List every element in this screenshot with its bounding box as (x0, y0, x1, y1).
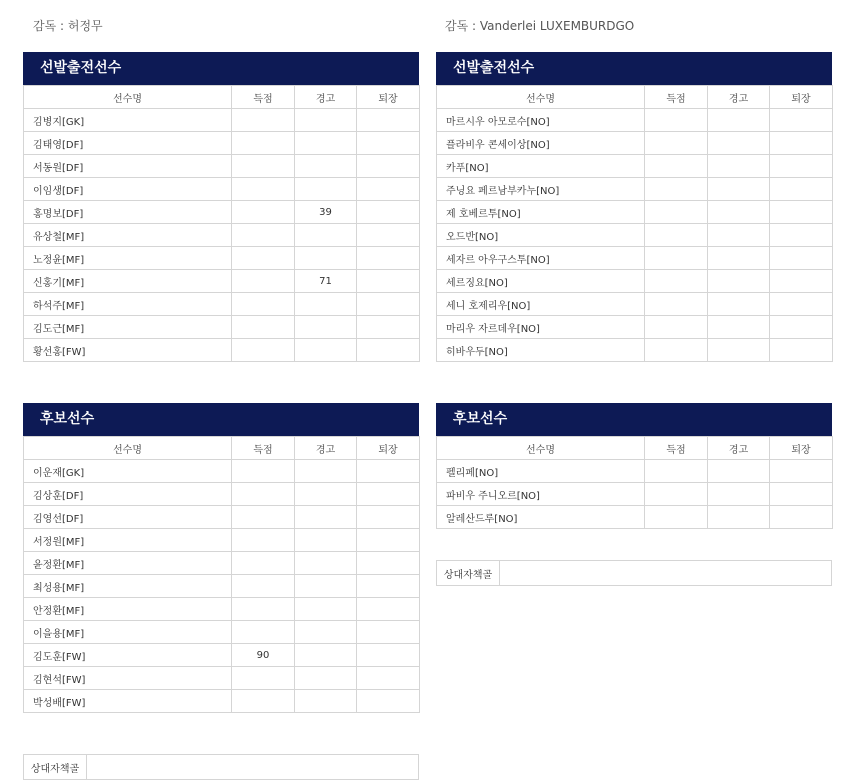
sendoff-cell (357, 109, 420, 132)
player-name: 이을용[MF] (24, 621, 232, 644)
sendoff-cell (357, 293, 420, 316)
sendoff-cell (357, 690, 420, 713)
warning-cell (295, 224, 357, 247)
table-row (24, 247, 420, 270)
own-goal-value (87, 755, 418, 779)
goal-cell (232, 667, 295, 690)
sendoff-cell (770, 109, 833, 132)
sendoff-cell (770, 224, 833, 247)
warning-cell (708, 270, 770, 293)
warning-cell (295, 644, 357, 667)
goal-cell (645, 178, 708, 201)
sendoff-cell (357, 667, 420, 690)
player-name: 세자르 아우구스투[NO] (437, 247, 645, 270)
sendoff-cell (770, 483, 833, 506)
player-name: 파비우 주니오르[NO] (437, 483, 645, 506)
table-row (437, 247, 833, 270)
sendoff-cell (357, 155, 420, 178)
player-name: 유상철[MF] (24, 224, 232, 247)
warning-cell: 39 (295, 201, 357, 224)
sendoff-cell (770, 247, 833, 270)
own-goal-value (500, 561, 831, 585)
player-name: 노정윤[MF] (24, 247, 232, 270)
column-header: 선수명 (24, 86, 232, 109)
warning-cell (708, 293, 770, 316)
table-row (437, 155, 833, 178)
table-header-row (437, 86, 833, 109)
panel-title: 선발출전선수 (23, 52, 419, 85)
table-row (24, 109, 420, 132)
goal-cell (232, 575, 295, 598)
away-starting-panel (436, 52, 832, 362)
sendoff-cell (357, 598, 420, 621)
warning-cell (295, 178, 357, 201)
player-name: 플라비우 콘세이상[NO] (437, 132, 645, 155)
warning-cell (708, 132, 770, 155)
player-name: 오드반[NO] (437, 224, 645, 247)
player-name: 김도훈[FW] (24, 644, 232, 667)
player-name: 세르징요[NO] (437, 270, 645, 293)
player-name: 김태영[DF] (24, 132, 232, 155)
goal-cell (645, 339, 708, 362)
table-row (437, 178, 833, 201)
table-row (24, 552, 420, 575)
goal-cell (232, 132, 295, 155)
warning-cell (295, 529, 357, 552)
player-name: 김도근[MF] (24, 316, 232, 339)
player-name: 신홍기[MF] (24, 270, 232, 293)
sendoff-cell (770, 506, 833, 529)
warning-cell (708, 155, 770, 178)
table-row (24, 667, 420, 690)
goal-cell (232, 690, 295, 713)
sendoff-cell (770, 201, 833, 224)
warning-cell (708, 460, 770, 483)
column-header: 경고 (708, 86, 770, 109)
home-subs-panel (23, 403, 419, 713)
warning-cell (295, 247, 357, 270)
away-own-goal-row (436, 560, 832, 586)
goal-cell (645, 293, 708, 316)
player-name: 박성배[FW] (24, 690, 232, 713)
goal-cell: 90 (232, 644, 295, 667)
own-goal-label: 상대자책골 (24, 755, 87, 779)
goal-cell (232, 460, 295, 483)
goal-cell (645, 201, 708, 224)
sendoff-cell (357, 316, 420, 339)
goal-cell (232, 201, 295, 224)
goal-cell (232, 529, 295, 552)
goal-cell (232, 316, 295, 339)
column-header: 득점 (645, 86, 708, 109)
warning-cell (708, 339, 770, 362)
warning-cell (295, 155, 357, 178)
table-row (24, 224, 420, 247)
column-header: 경고 (295, 437, 357, 460)
sendoff-cell (357, 270, 420, 293)
warning-cell (295, 483, 357, 506)
player-name: 세니 호제리우[NO] (437, 293, 645, 316)
goal-cell (645, 316, 708, 339)
goal-cell (232, 270, 295, 293)
column-header: 경고 (708, 437, 770, 460)
column-header: 득점 (232, 86, 295, 109)
player-name: 하석주[MF] (24, 293, 232, 316)
table-row (24, 316, 420, 339)
table-row (437, 201, 833, 224)
sendoff-cell (357, 483, 420, 506)
sendoff-cell (357, 247, 420, 270)
sendoff-cell (357, 621, 420, 644)
subs-table (436, 436, 833, 529)
goal-cell (645, 132, 708, 155)
table-row (24, 621, 420, 644)
table-row (437, 293, 833, 316)
sendoff-cell (770, 178, 833, 201)
warning-cell (708, 109, 770, 132)
table-row (24, 132, 420, 155)
table-row (437, 316, 833, 339)
warning-cell (295, 552, 357, 575)
table-row (24, 201, 420, 224)
sendoff-cell (357, 552, 420, 575)
sendoff-cell (357, 529, 420, 552)
table-row (24, 460, 420, 483)
player-name: 서정원[MF] (24, 529, 232, 552)
player-name: 최성용[MF] (24, 575, 232, 598)
sendoff-cell (357, 644, 420, 667)
goal-cell (232, 506, 295, 529)
player-name: 김현석[FW] (24, 667, 232, 690)
table-row (24, 690, 420, 713)
warning-cell (295, 667, 357, 690)
sendoff-cell (770, 460, 833, 483)
player-name: 펠리페[NO] (437, 460, 645, 483)
player-name: 안정환[MF] (24, 598, 232, 621)
column-header: 퇴장 (357, 437, 420, 460)
player-name: 히바우두[NO] (437, 339, 645, 362)
player-name: 마르시우 아모로수[NO] (437, 109, 645, 132)
away-coach: 감독 : Vanderlei LUXEMBURDGO (445, 19, 635, 33)
player-name: 황선홍[FW] (24, 339, 232, 362)
table-row (24, 483, 420, 506)
column-header: 선수명 (24, 437, 232, 460)
warning-cell (295, 316, 357, 339)
warning-cell (708, 506, 770, 529)
sendoff-cell (357, 506, 420, 529)
column-header: 선수명 (437, 86, 645, 109)
sendoff-cell (770, 316, 833, 339)
table-row (24, 339, 420, 362)
player-name: 김병지[GK] (24, 109, 232, 132)
goal-cell (645, 109, 708, 132)
sendoff-cell (357, 201, 420, 224)
table-header-row (24, 437, 420, 460)
table-header-row (437, 437, 833, 460)
table-header-row (24, 86, 420, 109)
own-goal-label: 상대자책골 (437, 561, 500, 585)
table-row (24, 293, 420, 316)
player-name: 제 호베르투[NO] (437, 201, 645, 224)
table-row (24, 575, 420, 598)
column-header: 퇴장 (770, 86, 833, 109)
goal-cell (232, 178, 295, 201)
sendoff-cell (357, 178, 420, 201)
goal-cell (232, 598, 295, 621)
sendoff-cell (357, 460, 420, 483)
goal-cell (232, 483, 295, 506)
table-row (437, 483, 833, 506)
goal-cell (645, 460, 708, 483)
home-own-goal-row (23, 754, 419, 780)
lineup-table (23, 85, 420, 362)
column-header: 득점 (645, 437, 708, 460)
goal-cell (645, 155, 708, 178)
table-row (437, 109, 833, 132)
sendoff-cell (357, 339, 420, 362)
warning-cell (708, 178, 770, 201)
goal-cell (232, 552, 295, 575)
table-row (437, 506, 833, 529)
table-row (437, 132, 833, 155)
warning-cell (295, 109, 357, 132)
sendoff-cell (770, 132, 833, 155)
goal-cell (232, 155, 295, 178)
player-name: 서동원[DF] (24, 155, 232, 178)
table-row (437, 224, 833, 247)
column-header: 경고 (295, 86, 357, 109)
table-row (24, 178, 420, 201)
warning-cell (295, 293, 357, 316)
player-name: 이운재[GK] (24, 460, 232, 483)
warning-cell (708, 224, 770, 247)
player-name: 김상훈[DF] (24, 483, 232, 506)
panel-title: 선발출전선수 (436, 52, 832, 85)
table-row (24, 270, 420, 293)
warning-cell (295, 575, 357, 598)
away-subs-panel (436, 403, 832, 529)
lineup-table (436, 85, 833, 362)
goal-cell (232, 621, 295, 644)
player-name: 홍명보[DF] (24, 201, 232, 224)
table-row (437, 460, 833, 483)
player-name: 윤정환[MF] (24, 552, 232, 575)
warning-cell (295, 506, 357, 529)
sendoff-cell (770, 339, 833, 362)
player-name: 마리우 자르데우[NO] (437, 316, 645, 339)
goal-cell (645, 270, 708, 293)
player-name: 알레산드루[NO] (437, 506, 645, 529)
column-header: 퇴장 (770, 437, 833, 460)
table-row (24, 155, 420, 178)
warning-cell (708, 316, 770, 339)
home-starting-panel (23, 52, 419, 362)
warning-cell (295, 339, 357, 362)
warning-cell (708, 247, 770, 270)
table-row (437, 270, 833, 293)
warning-cell (295, 598, 357, 621)
goal-cell (645, 483, 708, 506)
sendoff-cell (357, 224, 420, 247)
goal-cell (232, 247, 295, 270)
panel-title: 후보선수 (436, 403, 832, 436)
goal-cell (232, 339, 295, 362)
subs-table (23, 436, 420, 713)
warning-cell (295, 460, 357, 483)
goal-cell (645, 224, 708, 247)
column-header: 득점 (232, 437, 295, 460)
warning-cell (708, 483, 770, 506)
panel-title: 후보선수 (23, 403, 419, 436)
table-row (437, 339, 833, 362)
table-row (24, 506, 420, 529)
table-row (24, 529, 420, 552)
goal-cell (232, 224, 295, 247)
goal-cell (645, 506, 708, 529)
sendoff-cell (770, 270, 833, 293)
table-row (24, 598, 420, 621)
goal-cell (232, 109, 295, 132)
warning-cell: 71 (295, 270, 357, 293)
player-name: 김영선[DF] (24, 506, 232, 529)
goal-cell (645, 247, 708, 270)
player-name: 주닝요 페르남부카누[NO] (437, 178, 645, 201)
sendoff-cell (357, 132, 420, 155)
column-header: 퇴장 (357, 86, 420, 109)
player-name: 카푸[NO] (437, 155, 645, 178)
home-coach: 감독 : 허정무 (33, 19, 103, 33)
warning-cell (295, 132, 357, 155)
warning-cell (295, 690, 357, 713)
table-row (24, 644, 420, 667)
goal-cell (232, 293, 295, 316)
player-name: 이임생[DF] (24, 178, 232, 201)
warning-cell (708, 201, 770, 224)
sendoff-cell (357, 575, 420, 598)
sendoff-cell (770, 155, 833, 178)
warning-cell (295, 621, 357, 644)
column-header: 선수명 (437, 437, 645, 460)
sendoff-cell (770, 293, 833, 316)
